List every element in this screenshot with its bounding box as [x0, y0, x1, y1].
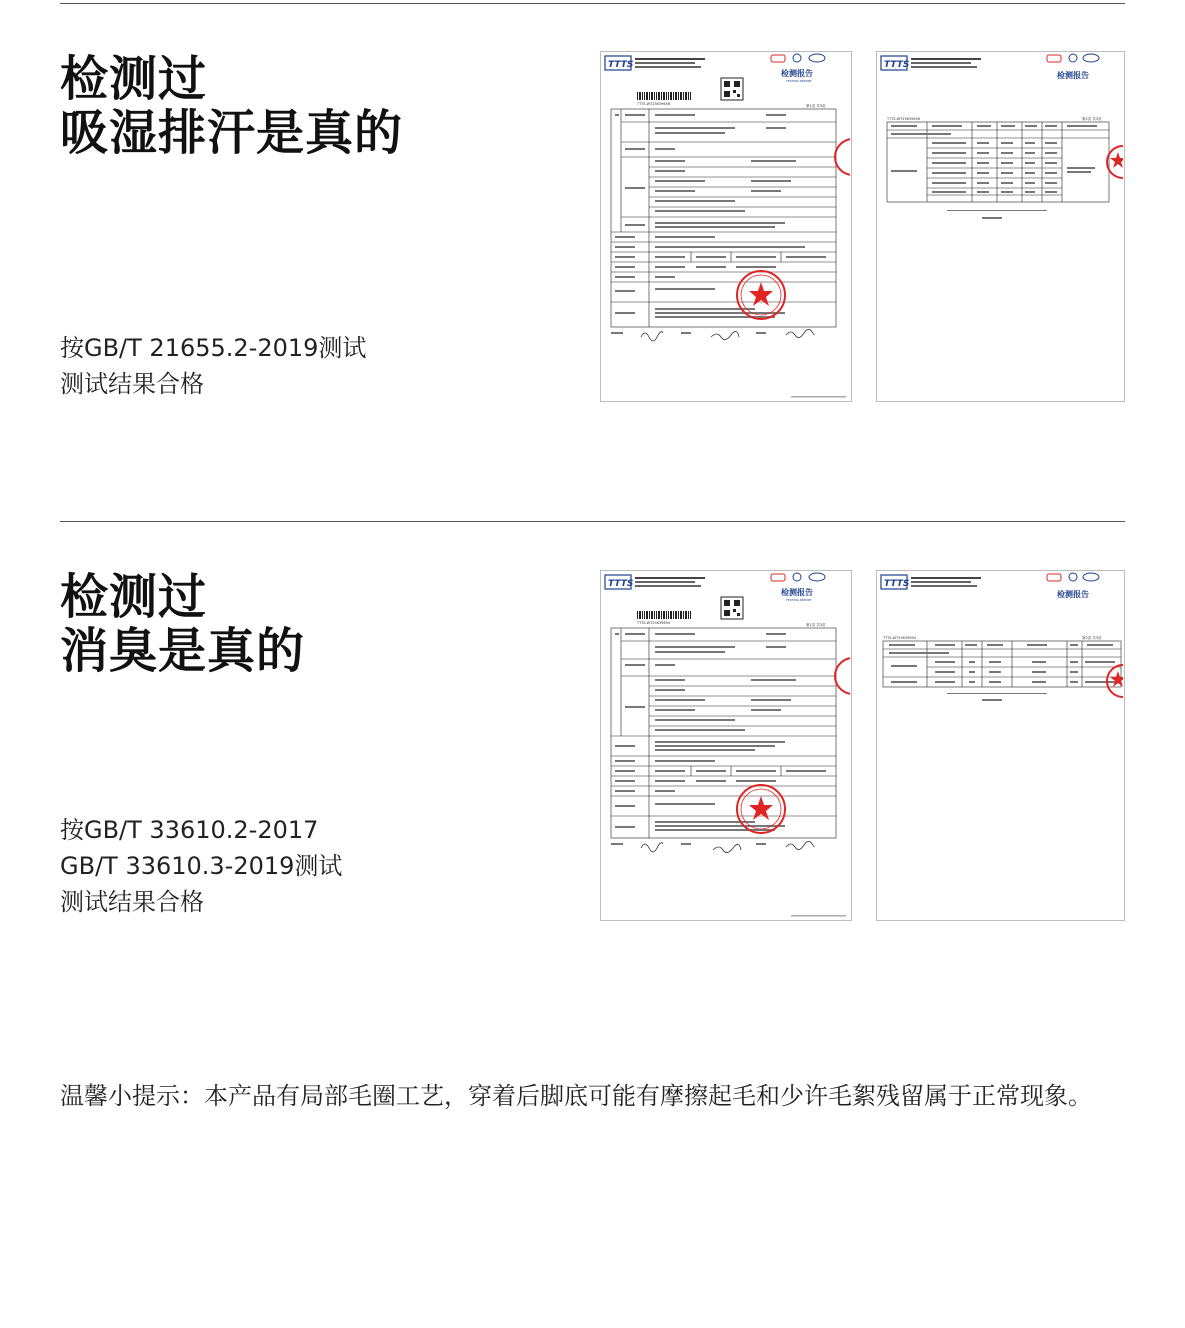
svg-text:第1页 共3页: 第1页 共3页	[806, 623, 826, 627]
section-1-desc-line1: 按GB/T 21655.2-2019测试	[60, 334, 367, 362]
section-2-headline-line2: 消臭是真的	[60, 623, 306, 679]
edge-stamp-icon	[1107, 146, 1123, 178]
warm-tip-text: 温馨小提示：本产品有局部毛圈工艺，穿着后脚底可能有摩擦起毛和少许毛絮残留属于正常现象。	[60, 1082, 1092, 1110]
svg-text:TESTING REPORT: TESTING REPORT	[786, 598, 812, 602]
svg-text:TTTS: TTTS	[608, 579, 634, 589]
section-2-desc-line1: 按GB/T 33610.2-2017	[60, 816, 319, 844]
edge-stamp-icon	[835, 139, 850, 175]
signatures	[641, 329, 814, 341]
svg-text:第2页 共3页: 第2页 共3页	[1082, 636, 1102, 640]
signatures	[641, 841, 814, 852]
svg-text:检测报告: 检测报告	[1057, 590, 1089, 599]
svg-text:TTTS: TTTS	[884, 60, 910, 70]
section-2-report-page1	[600, 570, 852, 921]
section-2-desc-line3: 测试结果合格	[60, 888, 204, 916]
section-2-desc-line2: GB/T 33610.3-2019测试	[60, 852, 343, 880]
edge-stamp-icon	[835, 658, 850, 694]
svg-text:TTTS-WT25639694: TTTS-WT25639694	[637, 621, 671, 625]
logo-ttts: TTTS	[608, 60, 634, 70]
svg-text:TESTING REPORT: TESTING REPORT	[786, 79, 812, 83]
svg-text:TTTS-WT25639656: TTTS-WT25639656	[637, 102, 671, 106]
svg-text:第1页 共3页: 第1页 共3页	[806, 104, 826, 108]
svg-text:第2页 共3页: 第2页 共3页	[1082, 117, 1102, 121]
section-1-report-page2	[876, 51, 1125, 402]
report-title: 检测报告	[781, 69, 813, 78]
section-divider-middle	[60, 521, 1125, 522]
section-divider-top	[60, 3, 1125, 4]
section-2-report-page2	[876, 570, 1125, 921]
section-1-headline-line1: 检测过	[60, 51, 208, 107]
svg-text:TTTS: TTTS	[884, 579, 910, 589]
svg-text:TTTS-WT25639656: TTTS-WT25639656	[887, 117, 921, 121]
section-2-headline-line1: 检测过	[60, 569, 208, 625]
svg-text:TTTS-WT25639694: TTTS-WT25639694	[883, 636, 917, 640]
svg-text:检测报告: 检测报告	[1057, 71, 1089, 80]
official-stamp-icon	[737, 271, 785, 319]
section-1-desc-line2: 测试结果合格	[60, 370, 204, 398]
section-1-report-page1	[600, 51, 852, 402]
svg-text:检测报告: 检测报告	[781, 588, 813, 597]
section-1-headline-line2: 吸湿排汗是真的	[60, 105, 404, 161]
